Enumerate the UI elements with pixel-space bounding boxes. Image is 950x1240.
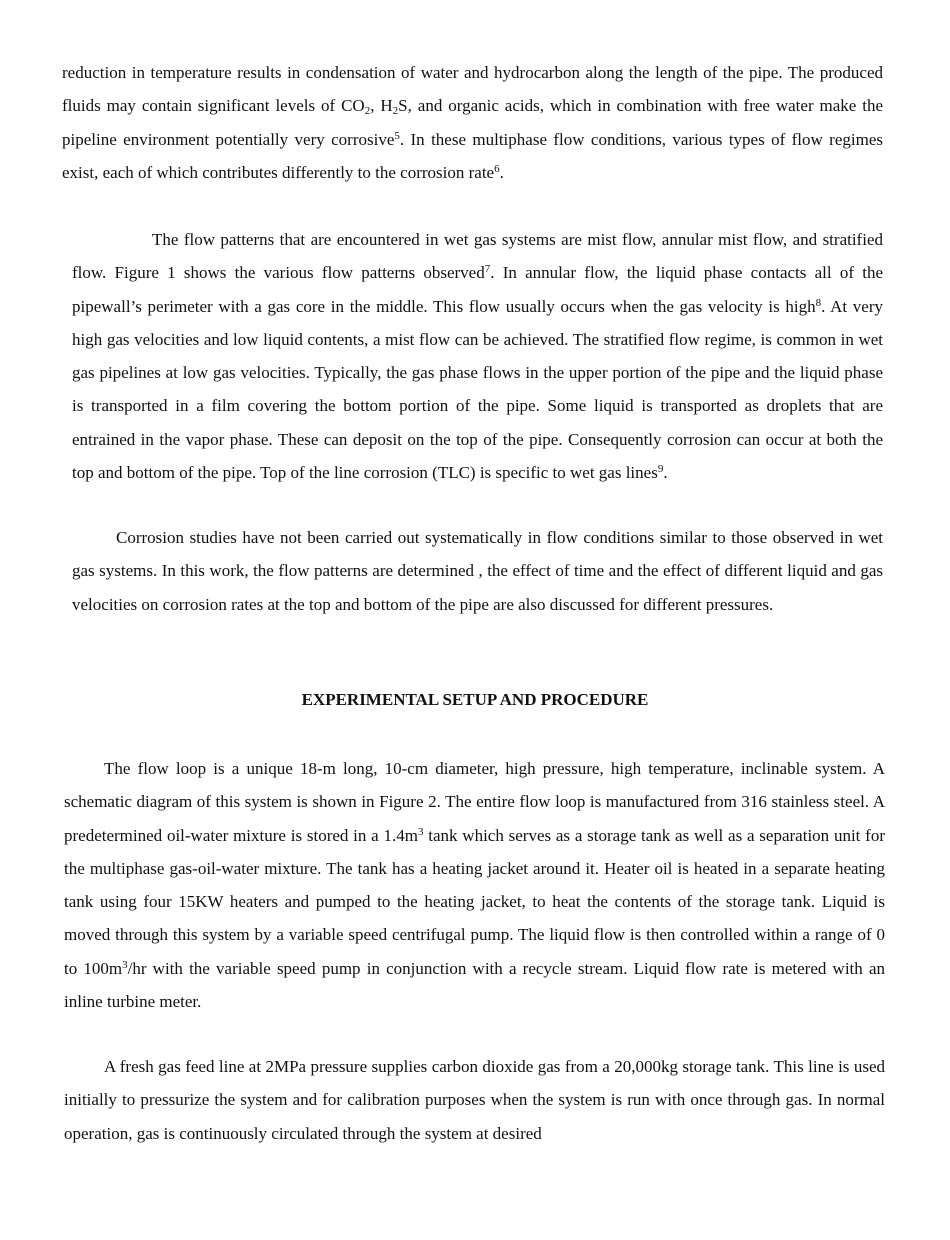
paragraph-corrosion-studies bbox=[72, 521, 883, 621]
section-heading: EXPERIMENTAL SETUP AND PROCEDURE bbox=[301, 690, 649, 709]
text-run: The flow patterns that are encountered in wet gas systems are mist flow, annular mist flow, and stratified flow. Figure 1 shows the various flow patterns observed bbox=[72, 230, 883, 283]
reference-marker: 7 bbox=[484, 263, 491, 276]
paragraph-flow-conditions bbox=[62, 56, 883, 189]
reference-marker: 8 bbox=[815, 296, 822, 309]
text-run: , H bbox=[370, 96, 393, 116]
text-run: tank which serves as a storage tank as well as a separation unit for the multiphase gas-oil-water mixture. The tank has a heating jacket around it. Heater oil is heated in a separate heating tank using four 15KW heaters and pumped to the heating jacket, to heat the contents of the storage tank. Liquid is moved through this system by a variable speed centrifugal pump. The liquid flow is then controlled within a range of 0 to 100m bbox=[64, 825, 885, 978]
text-run: /hr with the variable speed pump in conjunction with a recycle stream. Liquid flow rate is metered with an inline turbine meter. bbox=[64, 958, 885, 1012]
reference-marker: 5 bbox=[394, 129, 400, 142]
text-run: . bbox=[663, 463, 668, 483]
subscript: 2 bbox=[364, 105, 371, 118]
paragraph-flow-patterns bbox=[72, 223, 883, 489]
reference-marker: 6 bbox=[494, 162, 500, 175]
superscript: 3 bbox=[122, 958, 128, 971]
text-run: The flow loop is a unique 18-m long, 10-cm diameter, high pressure, high temperature, inclinable system. A schematic diagram of this system is shown in Figure 2. The entire flow loop is manufactured from 316 stainless steel. A predetermined oil-water mixture is stored in a 1.4m bbox=[64, 759, 885, 845]
text-run: . bbox=[499, 162, 504, 182]
subscript: 2 bbox=[392, 105, 399, 118]
text-run: A fresh gas feed line at 2MPa pressure supplies carbon dioxide gas from a 20,000kg storage tank. This line is used initially to pressurize the system and for calibration purposes when the system is run with once through gas. In normal operation, gas is continuously circulated through the system at desired bbox=[64, 1057, 885, 1143]
paragraph-gas-feed bbox=[64, 1050, 885, 1150]
text-run: reduction in temperature results in condensation of water and hydrocarbon along the length of the pipe. The produced fluids may contain significant levels of CO bbox=[62, 63, 883, 116]
text-run: . In annular flow, the liquid phase contacts all of the pipewall’s perimeter with a gas core in the middle. This flow usually occurs when the gas velocity is high bbox=[72, 263, 883, 316]
text-run: . In these multiphase flow conditions, various types of flow regimes exist, each of which contributes differently to the corrosion rate bbox=[62, 129, 883, 182]
paragraph-flow-loop bbox=[64, 752, 885, 1018]
text-run: S, and organic acids, which in combination with free water make the pipeline environment potentially very corrosive bbox=[62, 96, 884, 149]
text-run: Corrosion studies have not been carried out systematically in flow conditions similar to those observed in wet gas systems. In this work, the flow patterns are determined , the effect of time and the effect of different liquid and gas velocities on corrosion rates at the top and bottom of the pipe are also discussed for different pressures. bbox=[72, 528, 883, 614]
text-run: . At very high gas velocities and low liquid contents, a mist flow can be achieved. The stratified flow regime, is common in wet gas pipelines at low gas velocities. Typically, the gas phase flows in the upper portion of the pipe and the liquid phase is transported in a film covering the bottom portion of the pipe. Some liquid is transported as droplets that are entrained in the vapor phase. These can deposit on the top of the pipe. Consequently corrosion can occur at both the top and bottom of the pipe. Top of the line corrosion (TLC) is specific to wet gas lines bbox=[72, 296, 883, 483]
reference-marker: 9 bbox=[657, 463, 664, 476]
superscript: 3 bbox=[417, 825, 424, 838]
